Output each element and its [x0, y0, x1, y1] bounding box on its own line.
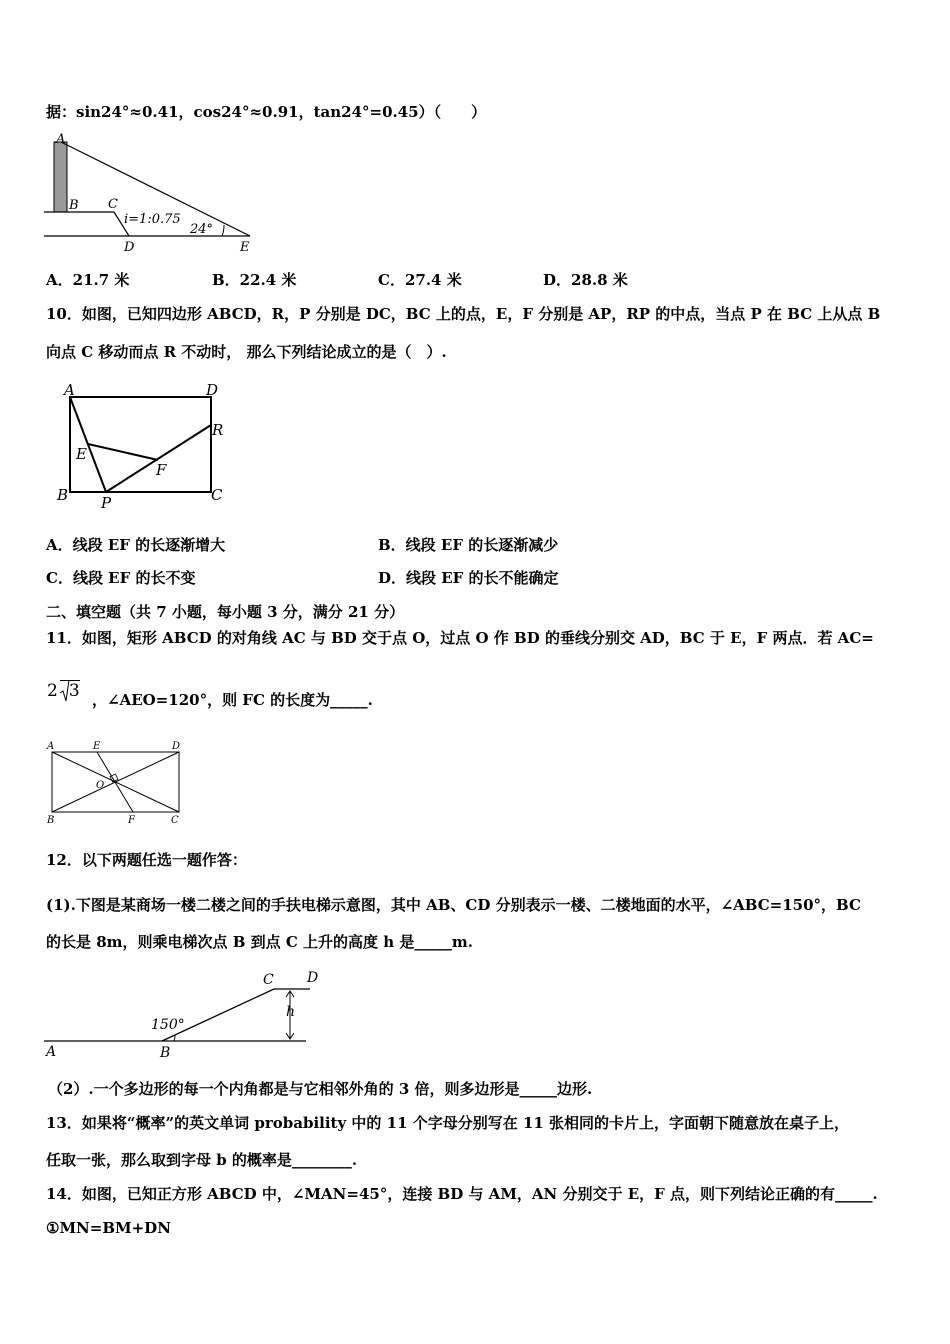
- q9-option-c[interactable]: C．27.4 米: [378, 271, 462, 289]
- label-E: E: [93, 741, 101, 752]
- label-A: A: [46, 1044, 57, 1060]
- q10-option-a[interactable]: A．线段 EF 的长逐渐增大: [46, 536, 226, 554]
- angle-label: 24°: [190, 222, 214, 237]
- label-C: C: [263, 972, 274, 988]
- q10-option-c[interactable]: C．线段 EF 的长不变: [46, 569, 196, 587]
- q10-line-2: 向点 C 移动而点 R 不动时， 那么下列结论成立的是（ ）.: [46, 343, 447, 361]
- q10-option-b[interactable]: B．线段 EF 的长逐渐减少: [378, 536, 559, 554]
- q12-part1-line-2: 的长是 8m，则乘电梯次点 B 到点 C 上升的高度 h 是_____m.: [46, 933, 473, 951]
- label-F: F: [156, 461, 167, 479]
- q12-figure: [44, 966, 329, 1061]
- label-h: h: [286, 1004, 296, 1020]
- q14-item-1: ①MN=BM+DN: [46, 1219, 171, 1237]
- label-C: C: [108, 197, 118, 212]
- label-A: A: [47, 741, 55, 752]
- q9-option-a[interactable]: A．21.7 米: [46, 271, 130, 289]
- label-B: B: [160, 1045, 171, 1061]
- q13-line-1: 13．如果将“概率”的英文单词 probability 中的 11 个字母分别写在 11 张相同的卡片上，字面朝下随意放在桌子上，: [46, 1114, 850, 1132]
- q12-intro: 12．以下两题任选一题作答：: [46, 851, 247, 869]
- q10-line-1: 10．如图，已知四边形 ABCD，R，P 分别是 DC，BC 上的点，E，F 分别是 AP，RP 的中点，当点 P 在 BC 上从点 B: [46, 305, 881, 323]
- q9-option-d[interactable]: D．28.8 米: [543, 271, 628, 289]
- angle-label: 150°: [151, 1017, 185, 1033]
- label-R: R: [212, 421, 224, 439]
- label-P: P: [101, 494, 112, 512]
- label-A: A: [64, 381, 75, 399]
- q11-line-1: 11．如图，矩形 ABCD 的对角线 AC 与 BD 交于点 O，过点 O 作 BD 的垂线分别交 AD，BC 于 E，F 两点．若 AC=: [46, 629, 874, 647]
- label-O: O: [96, 780, 105, 791]
- label-F: F: [128, 815, 135, 826]
- q11-line-2: ，∠AEO=120°，则 FC 的长度为_____.: [92, 691, 373, 709]
- label-D: D: [206, 381, 219, 399]
- q11-figure: [44, 738, 189, 828]
- q10-option-d[interactable]: D．线段 EF 的长不能确定: [378, 569, 559, 587]
- slope-label: i=1:0.75: [124, 212, 181, 227]
- label-A: A: [56, 132, 66, 147]
- q9-option-b[interactable]: B．22.4 米: [212, 271, 297, 289]
- label-C: C: [171, 815, 179, 826]
- tower-rect: [54, 142, 67, 212]
- label-D: D: [172, 741, 181, 752]
- label-B: B: [69, 198, 79, 213]
- q13-line-2: 任取一张，那么取到字母 b 的概率是________.: [46, 1151, 358, 1169]
- label-E: E: [76, 445, 87, 463]
- label-C: C: [211, 486, 223, 504]
- q14-line-1: 14．如图，已知正方形 ABCD 中，∠MAN=45°，连接 BD 与 AM，AN 分别交于 E，F 点，则下列结论正确的有_____.: [46, 1185, 878, 1203]
- section-2-title: 二、填空题（共 7 小题，每小题 3 分，满分 21 分）: [46, 603, 405, 621]
- label-B: B: [57, 486, 69, 504]
- label-D: D: [124, 240, 135, 255]
- q10-figure: [54, 380, 234, 510]
- q12-part1-line-1: (1).下图是某商场一楼二楼之间的手扶电梯示意图，其中 AB、CD 分别表示一楼、二楼地面的水平，∠ABC=150°，BC: [46, 896, 861, 914]
- q11-math: 2 3: [47, 681, 80, 701]
- label-D: D: [307, 970, 319, 986]
- q12-part2: （2）.一个多边形的每一个内角都是与它相邻外角的 3 倍，则多边形是_____边形.: [48, 1080, 593, 1098]
- label-E: E: [240, 240, 250, 255]
- q9-data-line: 据：sin24°≈0.41，cos24°≈0.91，tan24°=0.45）（ ）: [46, 103, 487, 121]
- label-B: B: [47, 815, 55, 826]
- q9-figure: [44, 132, 254, 257]
